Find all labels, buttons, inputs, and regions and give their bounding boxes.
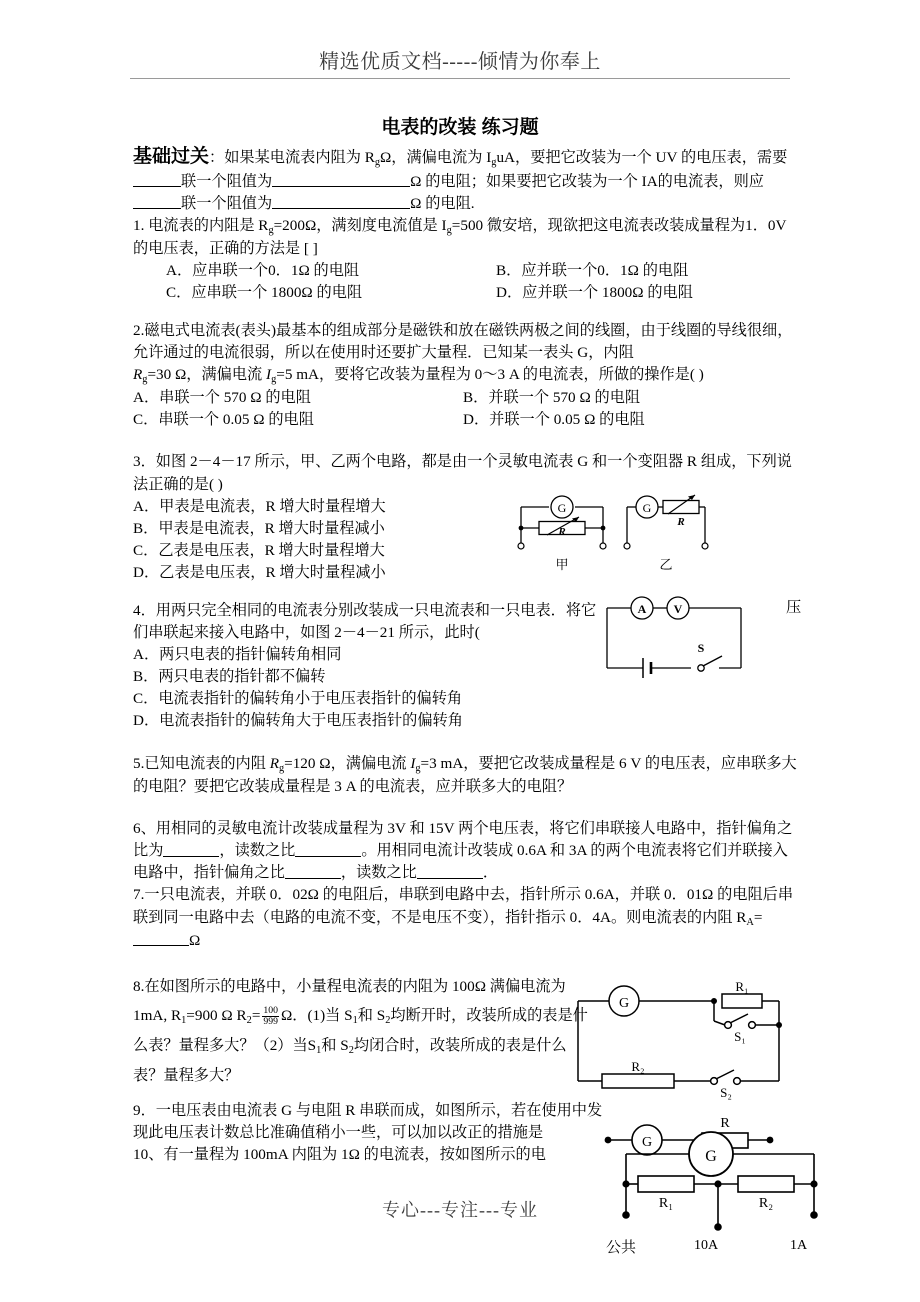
q1-option-a[interactable]: A．应串联一个0．1Ω 的电阻 xyxy=(166,262,360,280)
q6-seg2: ，读数之比 xyxy=(219,842,296,859)
q7-seg3: Ω xyxy=(189,931,201,949)
q8-s2-label: S₂ xyxy=(720,1085,732,1100)
q5-stem-c: =3 mA，要把它改装成量程是 6 V 的电压表，应串联多大的电阻？要把它改装成量程是 3 A 的电流表，应并联多大的电阻？ xyxy=(133,754,797,795)
q1-option-d[interactable]: D．应并联一个 1800Ω 的电阻 xyxy=(496,284,693,302)
q1-number: 1. xyxy=(133,217,145,235)
q10-number: 10、 xyxy=(133,1146,164,1164)
q8-seg5: 和 S xyxy=(357,1007,386,1025)
q3-option-c-text: C．乙表是电压表，R 增大时量程增大 xyxy=(133,542,385,560)
q8-seg1: 在如图所示的电路中，小量程电流表的内阻为 100Ω 满偏电流为 1mA, R xyxy=(133,977,566,1025)
q4-voltmeter-label: V xyxy=(673,602,683,616)
q5-stem-a: 已知电流表的内阻 xyxy=(144,754,270,772)
q10-terminal-1a xyxy=(810,1211,818,1219)
q6-seg3: 。用相同电流计改装成 0.6A 和 3A 的两个电流表将它们并联接入电路中，指针偏角之比 xyxy=(133,842,788,882)
intro-seg3: uA，要把它改装为一个 UV 的电压表，需要 xyxy=(496,149,788,166)
q8-seg4: Ω．(1)当 S xyxy=(280,1007,353,1025)
q2-symbol-i: I xyxy=(266,366,272,384)
q3-stem: 如图 2－4－17 所示，甲、乙两个电路，都是由一个灵敏电流表 G 和一个变阻器 R 组成，下列说法正确的是( ) xyxy=(133,453,792,493)
intro-blank-3[interactable] xyxy=(133,194,181,209)
q3-right-figure-label: 乙 xyxy=(659,557,673,572)
q6-blank-4[interactable] xyxy=(417,863,483,878)
header-banner-text: 精选优质文档-----倾情为你奉上 xyxy=(319,51,601,73)
q4-option-d-text: D．电流表指针的偏转角大于电压表指针的偏转角 xyxy=(133,712,463,730)
q8-seg7: 和 S xyxy=(321,1037,349,1055)
q3-option-d[interactable] xyxy=(133,562,513,584)
intro-seg6: 联一个阻值为 xyxy=(181,194,273,212)
q3-option-b[interactable] xyxy=(133,518,513,540)
intro-seg5: Ω 的电阻；如果要把它改装为一个 IA的电流表，则应 xyxy=(410,172,764,190)
q2-option-c[interactable]: C．串联一个 0.05 Ω 的电阻 xyxy=(133,411,314,429)
page-header xyxy=(130,50,790,79)
q4-option-c[interactable] xyxy=(133,688,798,710)
q10-terminal-10a-label: 10A xyxy=(694,1238,719,1253)
page-title: 电表的改装 练习题 xyxy=(381,117,539,138)
q8-sub-s1a: 1 xyxy=(352,1015,358,1027)
q4-ammeter-label: A xyxy=(637,602,647,616)
question-5 xyxy=(133,753,798,798)
q8-s1-blade xyxy=(730,1014,748,1023)
q1-option-b[interactable]: B．应并联一个0．1Ω 的电阻 xyxy=(496,262,689,280)
q4-number: 4． xyxy=(133,601,156,619)
q9-number: 9． xyxy=(133,1102,156,1120)
q2-option-b[interactable]: B．并联一个 570 Ω 的电阻 xyxy=(463,389,641,407)
q8-r2-label: R₂ xyxy=(631,1059,645,1074)
q5-number: 5. xyxy=(133,754,145,772)
question-10 xyxy=(133,1144,603,1166)
q4-switch-blade xyxy=(703,656,722,666)
q6-blank-1[interactable] xyxy=(163,841,219,856)
q1-stem-c: =500 微安培，现欲把这电流表改装成量程为1．0V 的电压表，正确的方法是 [ ] xyxy=(133,217,787,258)
q8-sub-r1: 1 xyxy=(181,1015,187,1027)
intro-paragraph xyxy=(133,143,798,215)
question-7 xyxy=(133,884,798,951)
q8-fraction xyxy=(262,1006,279,1027)
q3-right-resistor-symbol xyxy=(663,501,699,514)
q4-option-a-text: A．两只电表的指针偏转角相同 xyxy=(133,645,342,663)
q1-sub-g1: g xyxy=(268,225,274,236)
q2-stem-b: =30 Ω，满偏电流 xyxy=(147,366,267,384)
q9-meter-label: G xyxy=(641,1135,653,1150)
q8-meter-label: G xyxy=(618,996,630,1011)
intro-blank-1[interactable] xyxy=(133,172,181,187)
q6-number: 6、 xyxy=(133,819,156,837)
q8-r1-label: R₁ xyxy=(735,979,749,994)
q8-seg8: 均闭合时，改装所成的表是什么表？量程多大？ xyxy=(133,1037,567,1085)
q5-stem-b: =120 Ω，满偏电流 xyxy=(284,754,411,772)
q8-r2-symbol xyxy=(602,1074,674,1088)
q2-option-a[interactable]: A．串联一个 570 Ω 的电阻 xyxy=(133,389,311,407)
q10-terminal-10a xyxy=(714,1223,722,1231)
q2-number: 2. xyxy=(133,321,145,339)
q10-r1-label: R₁ xyxy=(658,1196,674,1211)
q4-trailing-char: 压 xyxy=(786,599,802,616)
q7-blank-1[interactable] xyxy=(133,931,189,946)
intro-seg1: ：如果某电流表内阻为 R xyxy=(209,149,375,166)
q3-right-resistor-label: R xyxy=(677,516,685,528)
q8-seg6: 均断开时，改装所成的表是什么表？量程多大？（2）当S xyxy=(133,1007,588,1055)
q10-terminal-common-label: 公共 xyxy=(606,1240,637,1256)
q3-option-c[interactable] xyxy=(133,540,513,562)
figure-q3 xyxy=(513,487,713,573)
q5-sub-g1: g xyxy=(278,762,285,774)
q2-sub-g2: g xyxy=(271,373,277,385)
q8-sub-r2: 2 xyxy=(246,1015,252,1027)
question-8 xyxy=(133,972,588,1091)
q8-sub-s2b: 2 xyxy=(348,1045,354,1057)
q2-option-row-2 xyxy=(133,409,798,431)
q8-sub-s2a: 2 xyxy=(385,1015,391,1027)
q4-switch-label: S xyxy=(697,641,705,655)
q9-resistor-label: R xyxy=(720,1116,730,1131)
q8-r1-symbol xyxy=(722,994,762,1008)
q4-stem: 用两只完全相同的电流表分别改装成一只电流表和一只电表．将它们串联起来接入电路中，如图 2－4－21 所示，此时( xyxy=(133,601,597,641)
q3-option-a[interactable] xyxy=(133,496,513,518)
intro-lead-label: 基础过关 xyxy=(133,146,210,167)
question-6 xyxy=(133,818,798,885)
q2-options xyxy=(133,387,798,431)
q10-meter-label: G xyxy=(705,1148,717,1165)
q1-stem-a: 电流表的内阻是 R xyxy=(144,217,269,235)
q1-option-row-1 xyxy=(166,260,798,282)
intro-sub-g1: g xyxy=(374,156,380,168)
q10-r1-symbol xyxy=(638,1176,694,1192)
intro-seg2: Ω，满偏电流为 I xyxy=(380,149,492,166)
q3-option-b-text: B．甲表是电流表，R 增大时量程减小 xyxy=(133,519,385,537)
figure-q4 xyxy=(601,596,771,681)
q8-s1-label: S₁ xyxy=(734,1029,746,1044)
q4-stem-wrap xyxy=(133,600,603,644)
q5-symbol-r: R xyxy=(269,754,279,772)
q8-seg3: = xyxy=(251,1007,261,1025)
q10-r2-label: R₂ xyxy=(758,1196,774,1211)
q3-left-figure-label: 甲 xyxy=(555,557,569,572)
q1-sub-g2: g xyxy=(446,225,452,236)
header-divider xyxy=(130,78,790,79)
q2-option-row-1 xyxy=(133,387,798,409)
intro-sub-g2: g xyxy=(491,156,497,168)
q7-sub-a: A xyxy=(746,916,754,928)
q7-number: 7. xyxy=(133,886,145,904)
q5-sub-g2: g xyxy=(415,762,421,774)
q3-left-meter-label: G xyxy=(557,501,567,515)
q7-seg1: 一只电流表，并联 0．02Ω 的电阻后，串联到电路中去，指针所示 0.6A，并联 0．01Ω 的电阻后串联到同一电路中去（电路的电流不变，不是电压不变），指针指示 0．4A。则电流表的内阻 R xyxy=(133,886,794,926)
q3-number: 3． xyxy=(133,453,156,471)
q8-s2-blade xyxy=(716,1070,734,1079)
q6-seg4: ，读数之比 xyxy=(340,864,417,882)
question-2 xyxy=(133,320,798,432)
q2-symbol-r: R xyxy=(133,366,143,384)
q8-number: 8. xyxy=(133,977,145,995)
q5-symbol-i: I xyxy=(410,754,416,772)
figure-q8 xyxy=(574,979,814,1107)
q3-options xyxy=(133,496,513,585)
question-1 xyxy=(133,215,798,305)
q4-option-d[interactable] xyxy=(133,710,798,732)
q8-seg2: =900 Ω R xyxy=(186,1007,247,1025)
q1-option-row-2 xyxy=(166,282,798,304)
q8-sub-s1b: 1 xyxy=(316,1045,322,1057)
q4-option-b-text: B．两只电表的指针都不偏转 xyxy=(133,668,326,686)
q10-r2-symbol xyxy=(738,1176,794,1192)
q2-option-d[interactable]: D．并联一个 0.05 Ω 的电阻 xyxy=(463,411,645,429)
q2-stem-a: 磁电式电流表(表头)最基本的组成部分是磁铁和放在磁铁两极之间的线圈，由于线圈的导线很细，允许通过的电流很弱，所以在使用时还要扩大量程．已知某一表头 G，内阻 xyxy=(133,321,793,361)
intro-blank-2[interactable] xyxy=(272,172,410,187)
q3-right-meter-label: G xyxy=(642,501,652,515)
question-9 xyxy=(133,1100,603,1144)
q4-option-c-text: C．电流表指针的偏转角小于电压表指针的偏转角 xyxy=(133,690,463,708)
q6-blank-2[interactable] xyxy=(295,841,361,856)
q3-option-d-text: D．乙表是电压表，R 增大时量程减小 xyxy=(133,564,386,582)
q6-seg1: 用相同的灵敏电流计改装成量程为 3V 和 15V 两个电压表，将它们串联接人电路中，指针偏角之比为 xyxy=(133,819,793,859)
q6-blank-3[interactable] xyxy=(285,863,341,878)
q3-left-resistor-label: R xyxy=(558,526,566,538)
q3-option-a-text: A．甲表是电流表，R 增大时量程增大 xyxy=(133,497,386,515)
q7-seg2: = xyxy=(753,908,763,926)
intro-seg7: Ω 的电阻. xyxy=(410,194,475,212)
figure-q9-q10 xyxy=(598,1112,824,1252)
intro-seg4: 联一个阻值为 xyxy=(181,172,273,190)
intro-blank-4[interactable] xyxy=(272,194,410,209)
q10-terminal-1a-label: 1A xyxy=(790,1238,808,1253)
q1-stem-b: =200Ω，满刻度电流值是 I xyxy=(273,217,447,235)
q2-sub-g1: g xyxy=(142,373,148,385)
q8-fraction-numerator: 100 xyxy=(263,1005,278,1017)
q9-stem: 一电压表由电流表 G 与电阻 R 串联而成，如图所示，若在使用中发现此电压表计数总比准确值稍小一些，可以加以改正的措施是 xyxy=(133,1102,603,1142)
q10-stem: 有一量程为 100mA 内阻为 1Ω 的电流表，按如图所示的电 xyxy=(163,1146,546,1164)
page-footer: 专心---专注---专业 xyxy=(382,1200,538,1220)
q1-option-c[interactable]: C．应串联一个 1800Ω 的电阻 xyxy=(166,284,363,302)
q8-fraction-denominator: 999 xyxy=(263,1016,278,1028)
q6-seg5: ． xyxy=(482,864,498,882)
q2-stem-c: =5 mA，要将它改装为量程为 0～3 A 的电流表，所做的操作是( ) xyxy=(276,366,704,384)
q1-options xyxy=(133,260,798,304)
